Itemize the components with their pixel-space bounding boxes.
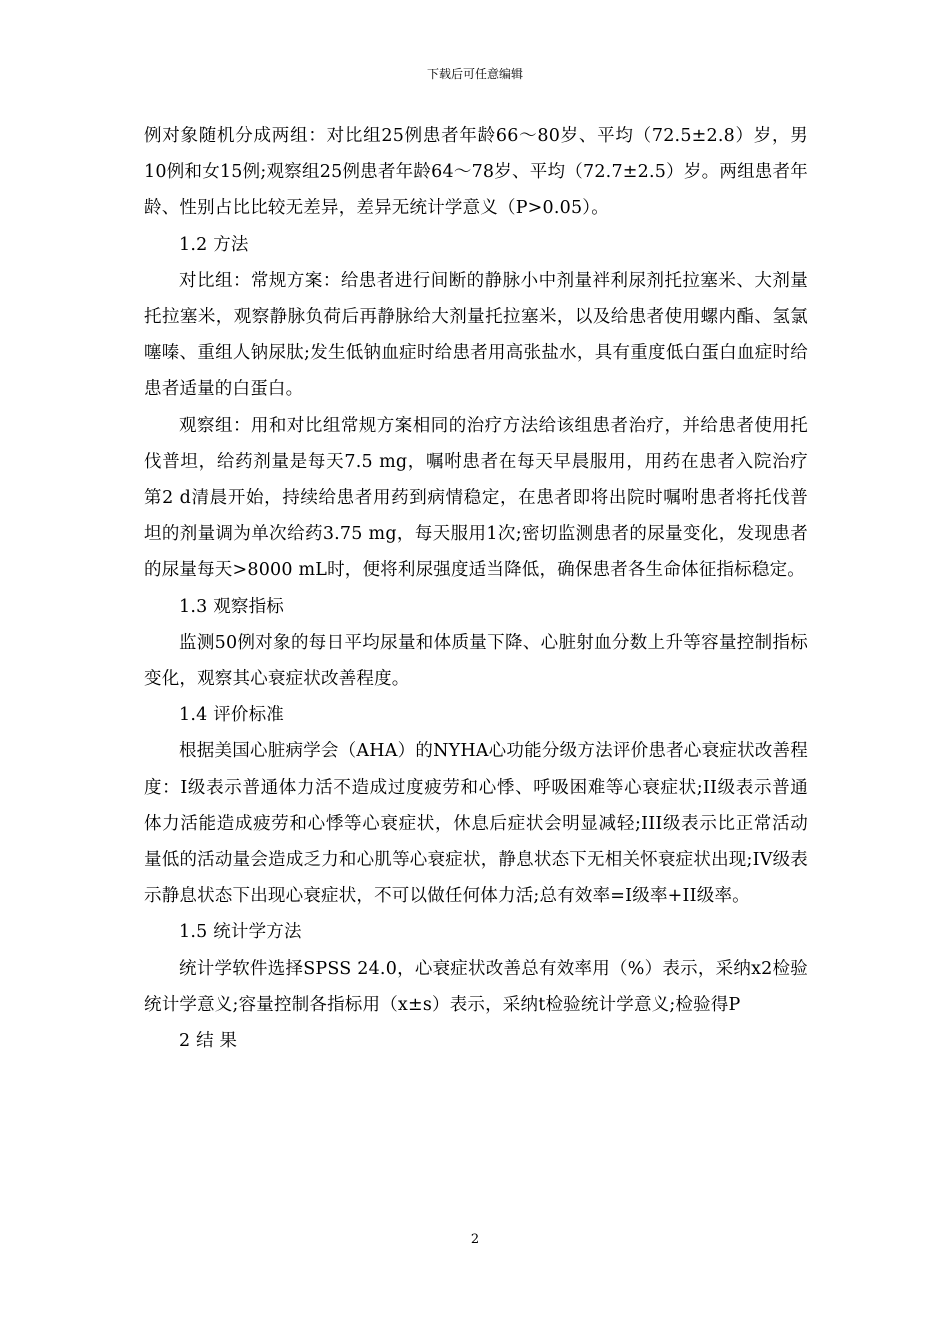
paragraph-observation-group: 观察组：用和对比组常规方案相同的治疗方法给该组患者治疗，并给患者使用托伐普坦，给药剂量是每天7.5 mg，嘱咐患者在每天早晨服用，用药在患者入院治疗第2 d清晨开始，持续给患者用药到病情稳定，在患者即将出院时嘱咐患者将托伐普坦的剂量调为单次给药3.75 mg，每天服用1次;密切监测患者的尿量变化，发现患者的尿量每天>8000 mL时，便将利尿强度适当降低，确保患者各生命体征指标稳定。 — [144, 415, 808, 581]
page-header: 下载后可任意编辑 — [426, 67, 523, 81]
paragraph-statistics: 统计学软件选择SPSS 24.0，心衰症状改善总有效率用（%）表示，采纳x2检验统计学意义;容量控制各指标用（x±s）表示，采纳t检验统计学意义;检验得P — [144, 958, 808, 1015]
section-heading-1-3: 1.3 观察指标 — [179, 596, 284, 617]
section-heading-1-5: 1.5 统计学方法 — [179, 922, 302, 943]
paragraph-control-group: 对比组：常规方案：给患者进行间断的静脉小中剂量袢利尿剂托拉塞米、大剂量托拉塞米，观察静脉负荷后再静脉给大剂量托拉塞米，以及给患者使用螺内酯、氢氯噻嗪、重组人钠尿肽;发生低钠血症时给患者用高张盐水，具有重度低白蛋白血症时给患者适量的白蛋白。 — [144, 270, 808, 400]
paragraph-grouping: 例对象随机分成两组：对比组25例患者年龄66～80岁、平均（72.5±2.8）岁，男10例和女15例;观察组25例患者年龄64～78岁、平均（72.7±2.5）岁。两组患者年龄、性别占比比较无差异，差异无统计学意义（P>0.05）。 — [144, 126, 808, 219]
page-number: 2 — [470, 1232, 480, 1247]
document-body — [144, 118, 808, 1059]
paragraph-criteria: 根据美国心脏病学会（AHA）的NYHA心功能分级方法评价患者心衰症状改善程度：I级表示普通体力活不造成过度疲劳和心悸、呼吸困难等心衰症状;II级表示普通体力活能造成疲劳和心悸等心衰症状，休息后症状会明显减轻;III级表示比正常活动量低的活动量会造成乏力和心肌等心衰症状，静息状态下无相关怀衰症状出现;IV级表示静息状态下出现心衰症状，不可以做任何体力活;总有效率=I级率+II级率。 — [144, 741, 808, 907]
paragraph-indicators: 监测50例对象的每日平均尿量和体质量下降、心脏射血分数上升等容量控制指标变化，观察其心衰症状改善程度。 — [144, 632, 808, 690]
section-heading-2: 2 结 果 — [179, 1031, 238, 1052]
section-heading-1-4: 1.4 评价标准 — [179, 705, 284, 726]
section-heading-1-2: 1.2 方法 — [179, 234, 249, 255]
